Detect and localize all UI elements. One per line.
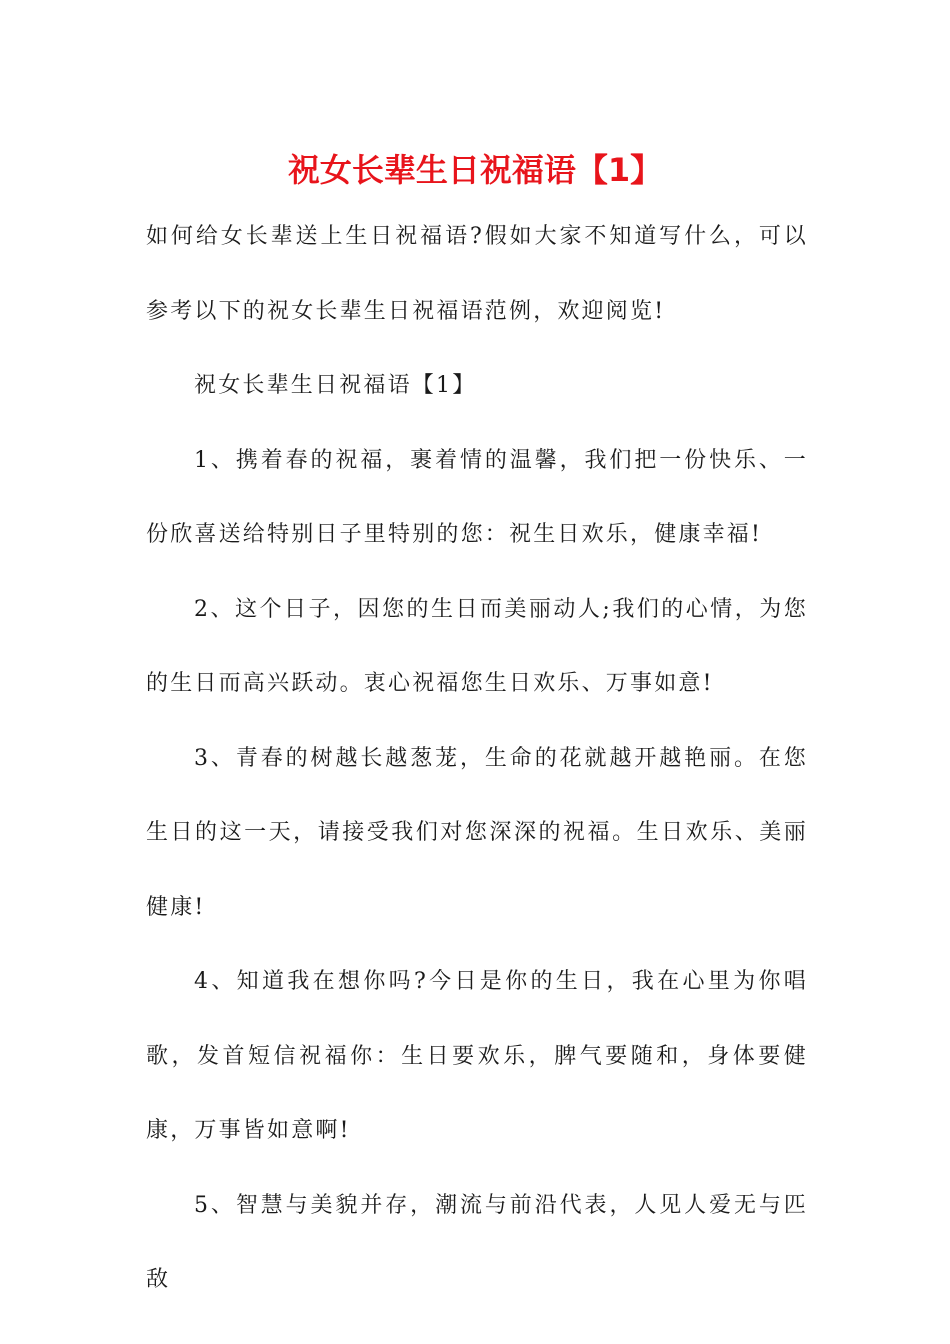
wish-paragraph-5: 5、智慧与美貌并存，潮流与前沿代表，人见人爱无与匹敌: [146, 1192, 808, 1292]
wish-paragraph-4: 4、知道我在想你吗?今日是你的生日，我在心里为你唱歌，发首短信祝福你：生日要欢乐，脾气要随和，身体要健康，万事皆如意啊!: [146, 969, 808, 1143]
intro-paragraph: 如何给女长辈送上生日祝福语?假如大家不知道写什么，可以参考以下的祝女长辈生日祝福语范例，欢迎阅览!: [146, 224, 808, 324]
document-title: 祝女长辈生日祝福语【1】: [287, 151, 663, 189]
wish-paragraph-1: 1、携着春的祝福，裹着情的温馨，我们把一份快乐、一份欣喜送给特别日子里特别的您：祝生日欢乐，健康幸福!: [146, 447, 808, 547]
section-heading: 祝女长辈生日祝福语【1】: [194, 373, 477, 398]
wish-paragraph-2: 2、这个日子，因您的生日而美丽动人;我们的心情，为您的生日而高兴跃动。衷心祝福您生日欢乐、万事如意!: [146, 596, 808, 696]
wish-paragraph-3: 3、青春的树越长越葱茏，生命的花就越开越艳丽。在您生日的这一天，请接受我们对您深深的祝福。生日欢乐、美丽健康!: [146, 745, 808, 920]
document-body: [146, 200, 808, 1318]
